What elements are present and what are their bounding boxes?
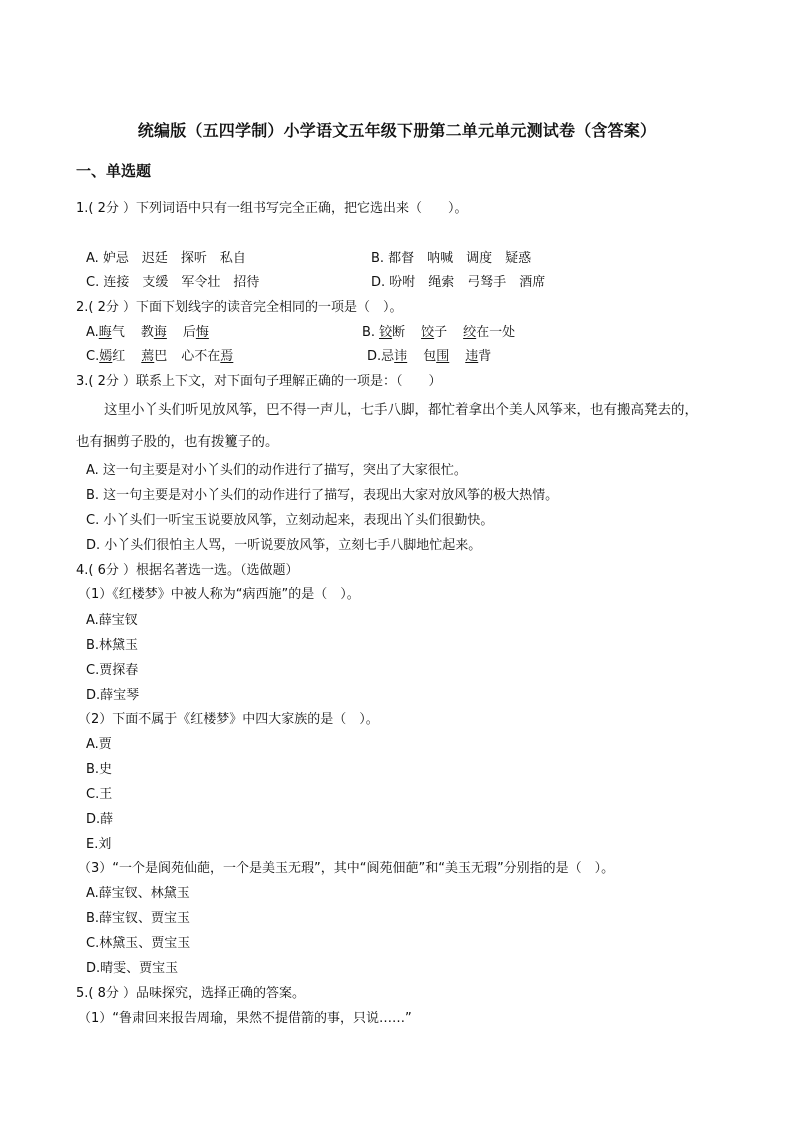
underlined-char: 绞 bbox=[463, 325, 477, 340]
question-3-option-b: B. 这一句主要是对小丫头们的动作进行了描写，表现出大家对放风筝的极大热情。 bbox=[86, 488, 559, 503]
question-4-sub-1-option-d: D.薛宝琴 bbox=[86, 688, 140, 703]
question-4-sub-1-option-a: A.薛宝钗 bbox=[86, 613, 138, 628]
question-4-sub-3-option-a: A.薛宝钗、林黛玉 bbox=[86, 886, 190, 901]
option-label: C. bbox=[86, 349, 100, 364]
question-1-option-a: A. 妒忌 迟廷 探听 私自 bbox=[86, 251, 246, 266]
question-4-sub-1: （1）《红楼梦》中被人称为“病西施”的是（ ）。 bbox=[78, 587, 360, 602]
question-4-sub-1-option-c: C.贾探春 bbox=[86, 663, 139, 678]
question-2-option-b bbox=[362, 321, 515, 340]
underlined-char: 围 bbox=[436, 349, 450, 364]
question-2-stem: 2.( 2分 ）下面下划线字的读音完全相同的一项是（ ）。 bbox=[76, 300, 403, 315]
question-3-stem: 3.( 2分 ）联系上下文，对下面句子理解正确的一项是：（ ） bbox=[76, 374, 442, 389]
question-4-sub-2-option-d: D.薛 bbox=[86, 812, 114, 827]
question-4-sub-2-option-b: B.史 bbox=[86, 762, 113, 777]
question-4-sub-2-option-c: C.王 bbox=[86, 787, 113, 802]
option-text: 子 bbox=[434, 325, 448, 340]
option-label: B. bbox=[362, 325, 376, 340]
option-text: 背 bbox=[478, 349, 492, 364]
underlined-char: 讳 bbox=[394, 349, 408, 364]
option-text: 心不在 bbox=[181, 349, 221, 364]
section-heading: 一、单选题 bbox=[76, 162, 152, 180]
question-3-passage: 这里小丫头们听见放风筝，巴不得一声儿，七手八脚，都忙着拿出个美人风筝来，也有搬高凳去的， bbox=[104, 402, 698, 418]
question-4-stem: 4.( 6分 ）根据名著选一选。（选做题） bbox=[76, 563, 299, 578]
question-4-sub-3-option-d: D.晴雯、贾宝玉 bbox=[86, 961, 179, 976]
question-5-stem: 5.( 8分 ）品味探究，选择正确的答案。 bbox=[76, 986, 306, 1001]
question-2-option-a bbox=[86, 321, 209, 340]
option-text: 包 bbox=[423, 349, 437, 364]
question-1-option-b: B. 都督 呐喊 调度 疑惑 bbox=[371, 251, 532, 266]
question-3-option-c: C. 小丫头们一听宝玉说要放风筝，立刻动起来，表现出丫头们很勤快。 bbox=[86, 513, 494, 528]
option-text: 断 bbox=[392, 325, 406, 340]
underlined-char: 晦 bbox=[98, 325, 112, 340]
question-1-stem: 1.( 2分 ）下列词语中只有一组书写完全正确，把它选出来（ ）。 bbox=[76, 201, 468, 216]
question-3-option-a: A. 这一句主要是对小丫头们的动作进行了描写，突出了大家很忙。 bbox=[86, 463, 467, 478]
underlined-char: 铰 bbox=[379, 325, 393, 340]
question-4-sub-3-option-c: C.林黛玉、贾宝玉 bbox=[86, 936, 191, 951]
question-2-option-c bbox=[86, 345, 233, 364]
question-3-passage-cont: 也有捆剪子股的，也有拨籰子的。 bbox=[76, 434, 279, 450]
question-4-sub-1-option-b: B.林黛玉 bbox=[86, 638, 139, 653]
underlined-char: 嫣 bbox=[99, 349, 113, 364]
option-text: 后 bbox=[182, 325, 196, 340]
question-5-sub-1: （1）“鲁肃回来报告周瑜，果然不提借箭的事，只说……” bbox=[78, 1011, 412, 1026]
question-1-option-c: C. 连接 支缓 军令壮 招待 bbox=[86, 275, 260, 290]
underlined-char: 焉 bbox=[220, 349, 234, 364]
option-text: 教 bbox=[140, 325, 154, 340]
question-4-sub-2: （2）下面不属于《红楼梦》中四大家族的是（ ）。 bbox=[78, 712, 379, 727]
question-1-option-d: D. 吩咐 绳索 弓驽手 酒席 bbox=[371, 275, 546, 290]
underlined-char: 违 bbox=[465, 349, 479, 364]
question-4-sub-2-option-e: E.刘 bbox=[86, 837, 112, 852]
question-3-option-d: D. 小丫头们很怕主人骂，一听说要放风筝，立刻七手八脚地忙起来。 bbox=[86, 538, 482, 553]
underlined-char: 蔫 bbox=[141, 349, 155, 364]
page-title: 统编版（五四学制）小学语文五年级下册第二单元单元测试卷（含答案） bbox=[137, 121, 657, 140]
question-4-sub-3-option-b: B.薛宝钗、贾宝玉 bbox=[86, 911, 191, 926]
underlined-char: 饺 bbox=[421, 325, 435, 340]
option-text: 巴 bbox=[154, 349, 168, 364]
question-4-sub-3: （3）“一个是阆苑仙葩，一个是美玉无瑕”，其中“阆苑佃葩”和“美玉无瑕”分别指的是（ ）。 bbox=[78, 861, 615, 876]
option-text: 气 bbox=[111, 325, 125, 340]
underlined-char: 悔 bbox=[195, 325, 209, 340]
option-text: 红 bbox=[112, 349, 126, 364]
question-2-option-d bbox=[367, 345, 491, 364]
option-label: D. bbox=[367, 349, 382, 364]
question-4-sub-2-option-a: A.贾 bbox=[86, 737, 112, 752]
option-text: 在一处 bbox=[476, 325, 516, 340]
option-text: 忌 bbox=[381, 349, 395, 364]
underlined-char: 诲 bbox=[153, 325, 167, 340]
option-label: A. bbox=[86, 325, 99, 340]
